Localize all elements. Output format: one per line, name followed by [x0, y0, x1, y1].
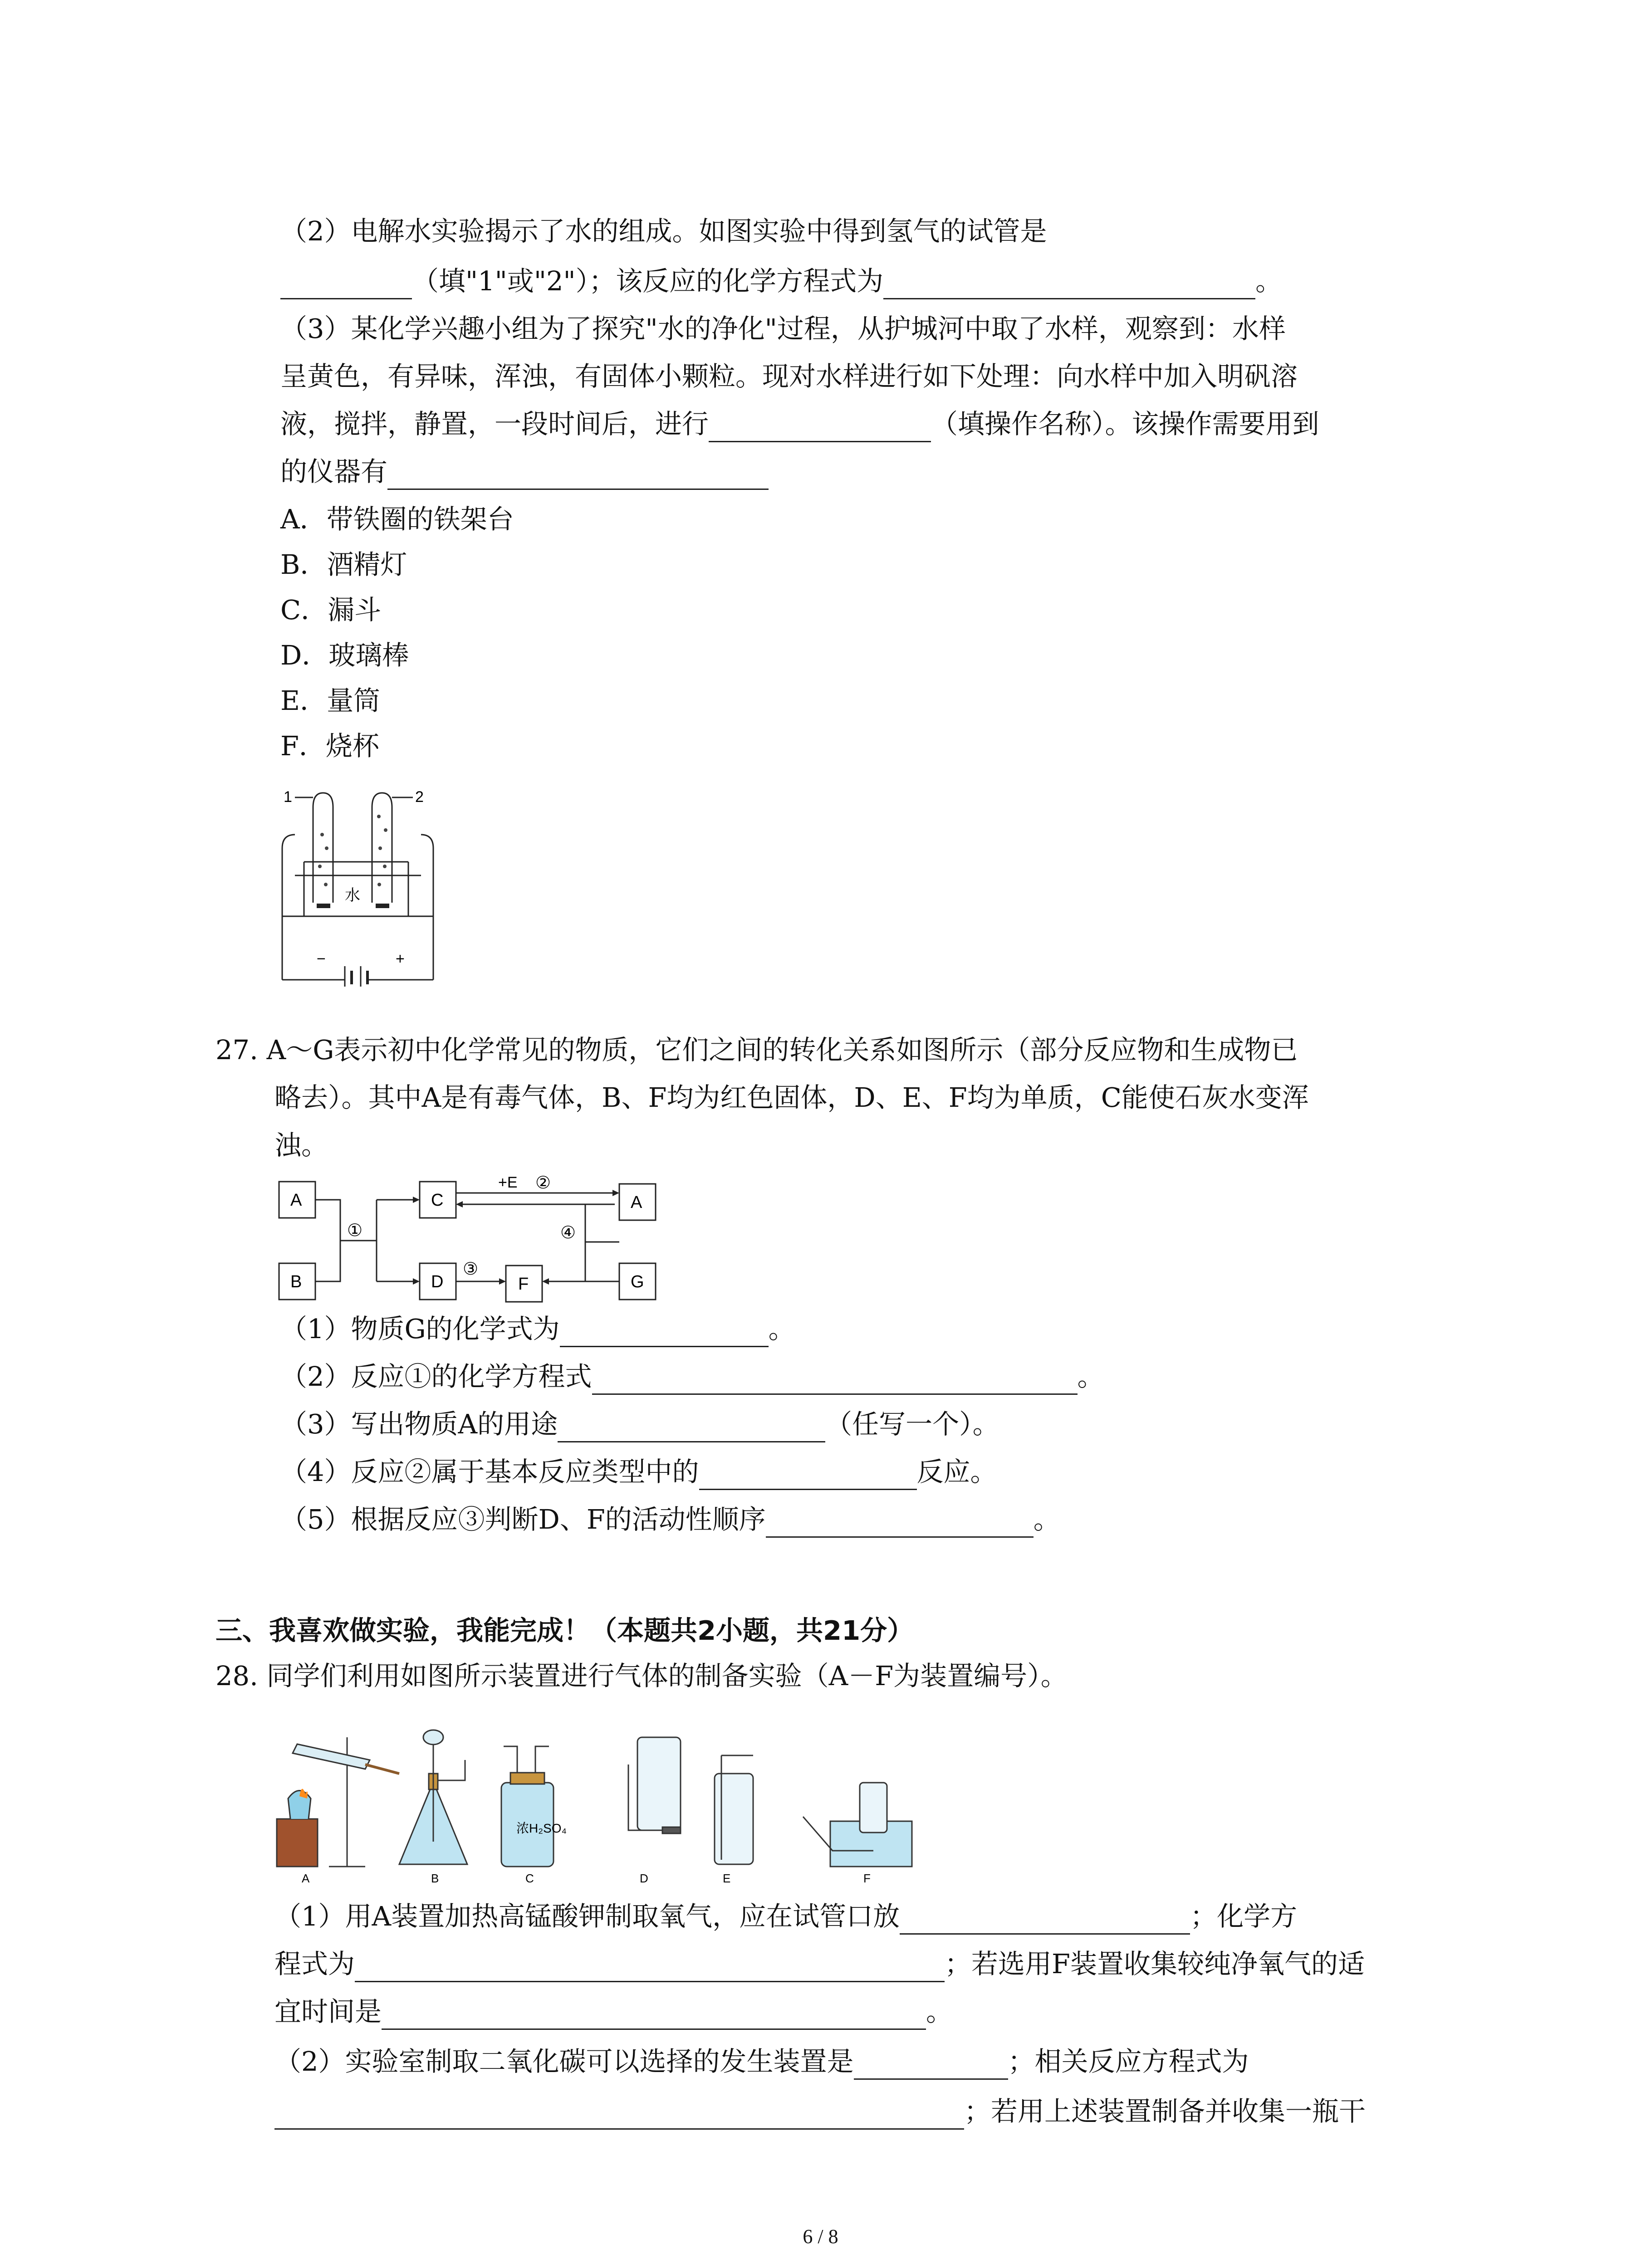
answer-blank[interactable] [883, 270, 1255, 299]
apparatus-d-label: D [640, 1872, 648, 1882]
node-g-label: G [631, 1272, 644, 1291]
reaction-3-label: ③ [463, 1260, 479, 1279]
option-e: E．量筒 [280, 685, 381, 716]
q28-sub1-line3: 宜时间是 。 [274, 1994, 953, 2030]
answer-blank[interactable] [558, 1413, 825, 1442]
answer-blank[interactable] [709, 413, 931, 442]
apparatus-c-label: C [525, 1872, 534, 1882]
positive-label: + [396, 950, 405, 968]
water-label: 水 [345, 887, 360, 904]
q26-2-line2: （填"1"或"2"）；该反应的化学方程式为 。 [280, 263, 1282, 299]
answer-blank[interactable] [900, 1905, 1190, 1935]
q27-sub4: （4）反应②属于基本反应类型中的 反应。 [280, 1454, 997, 1490]
node-b-label: B [290, 1272, 302, 1291]
q27-sub5: （5）根据反应③判断D、F的活动性顺序 。 [280, 1501, 1060, 1538]
option-b: B．酒精灯 [280, 549, 407, 580]
answer-blank[interactable] [854, 2050, 1008, 2080]
q26-3-line2: 呈黄色，有异味，浑浊，有固体小颗粒。现对水样进行如下处理：向水样中加入明矾溶 [280, 361, 1298, 392]
answer-blank[interactable] [766, 1508, 1034, 1538]
q28-sub2-line1: （2）实验室制取二氧化碳可以选择的发生装置是 ；相关反应方程式为 [274, 2043, 1249, 2080]
apparatus-f-label: F [863, 1872, 871, 1882]
electrolysis-figure [277, 780, 440, 991]
q28-sub1-line2: 程式为 ；若选用F装置收集较纯净氧气的适 [274, 1946, 1365, 1982]
q27-line3: 浊。 [274, 1129, 328, 1161]
q27-sub2: （2）反应①的化学方程式 。 [280, 1359, 1104, 1395]
answer-blank[interactable] [699, 1461, 917, 1490]
q28-sub2-line2: ；若用上述装置制备并收集一瓶干 [274, 2093, 1366, 2130]
node-f-label: F [518, 1275, 529, 1294]
answer-blank[interactable] [560, 1318, 769, 1347]
q26-3-line4: 的仪器有 [280, 454, 769, 490]
option-c: C．漏斗 [280, 594, 382, 626]
reaction-2-label: ② [535, 1173, 551, 1193]
transformation-diagram [277, 1170, 676, 1308]
answer-blank[interactable] [387, 460, 769, 490]
q26-2-line1: （2）电解水实验揭示了水的组成。如图实验中得到氢气的试管是 [280, 215, 1047, 247]
reaction-4-label: ④ [560, 1223, 576, 1242]
apparatus-a-label: A [302, 1872, 310, 1882]
node-a-label: A [290, 1191, 302, 1210]
q27-sub3: （3）写出物质A的用途 （任写一个）。 [280, 1406, 999, 1442]
q27-sub1: （1）物质G的化学式为 。 [280, 1311, 795, 1347]
q27-line2: 略去）。其中A是有毒气体，B、F均为红色固体，D、E、F均为单质，C能使石灰水变浑 [274, 1082, 1309, 1113]
answer-blank[interactable] [355, 1953, 945, 1982]
acid-label: 浓H₂SO₄ [516, 1821, 567, 1835]
answer-blank[interactable] [382, 2000, 926, 2030]
plus-e-label: +E [498, 1174, 518, 1191]
q27-line1: 27. A～G表示初中化学常见的物质，它们之间的转化关系如图所示（部分反应物和生成物已 [216, 1034, 1298, 1066]
node-a2-label: A [631, 1193, 642, 1212]
option-f: F．烧杯 [280, 730, 379, 762]
answer-blank[interactable] [592, 1365, 1078, 1395]
section-3-heading: 三、我喜欢做实验，我能完成！（本题共2小题，共21分） [216, 1615, 914, 1646]
apparatus-b-label: B [431, 1872, 439, 1882]
answer-blank[interactable] [274, 2100, 964, 2130]
apparatus-e-label: E [723, 1872, 731, 1882]
node-c-label: C [431, 1191, 444, 1210]
reaction-1-label: ① [347, 1221, 363, 1240]
option-d: D．玻璃棒 [280, 640, 409, 671]
negative-label: − [317, 950, 326, 968]
q28-intro: 28. 同学们利用如图所示装置进行气体的制备实验（A－F为装置编号）。 [216, 1660, 1068, 1691]
apparatus-figure [274, 1719, 919, 1884]
tube-2-label: 2 [415, 788, 424, 806]
tube-1-label: 1 [284, 788, 292, 806]
node-d-label: D [431, 1272, 444, 1291]
q26-3-line3: 液，搅拌，静置，一段时间后，进行 （填操作名称）。该操作需要用到 [280, 406, 1319, 442]
option-a: A．带铁圈的铁架台 [280, 503, 514, 535]
page-number: 6 / 8 [803, 2225, 838, 2248]
q26-3-line1: （3）某化学兴趣小组为了探究"水的净化"过程，从护城河中取了水样，观察到：水样 [280, 313, 1286, 344]
answer-blank[interactable] [280, 270, 412, 299]
q28-sub1-line1: （1）用A装置加热高锰酸钾制取氧气，应在试管口放 ；化学方 [274, 1898, 1297, 1935]
